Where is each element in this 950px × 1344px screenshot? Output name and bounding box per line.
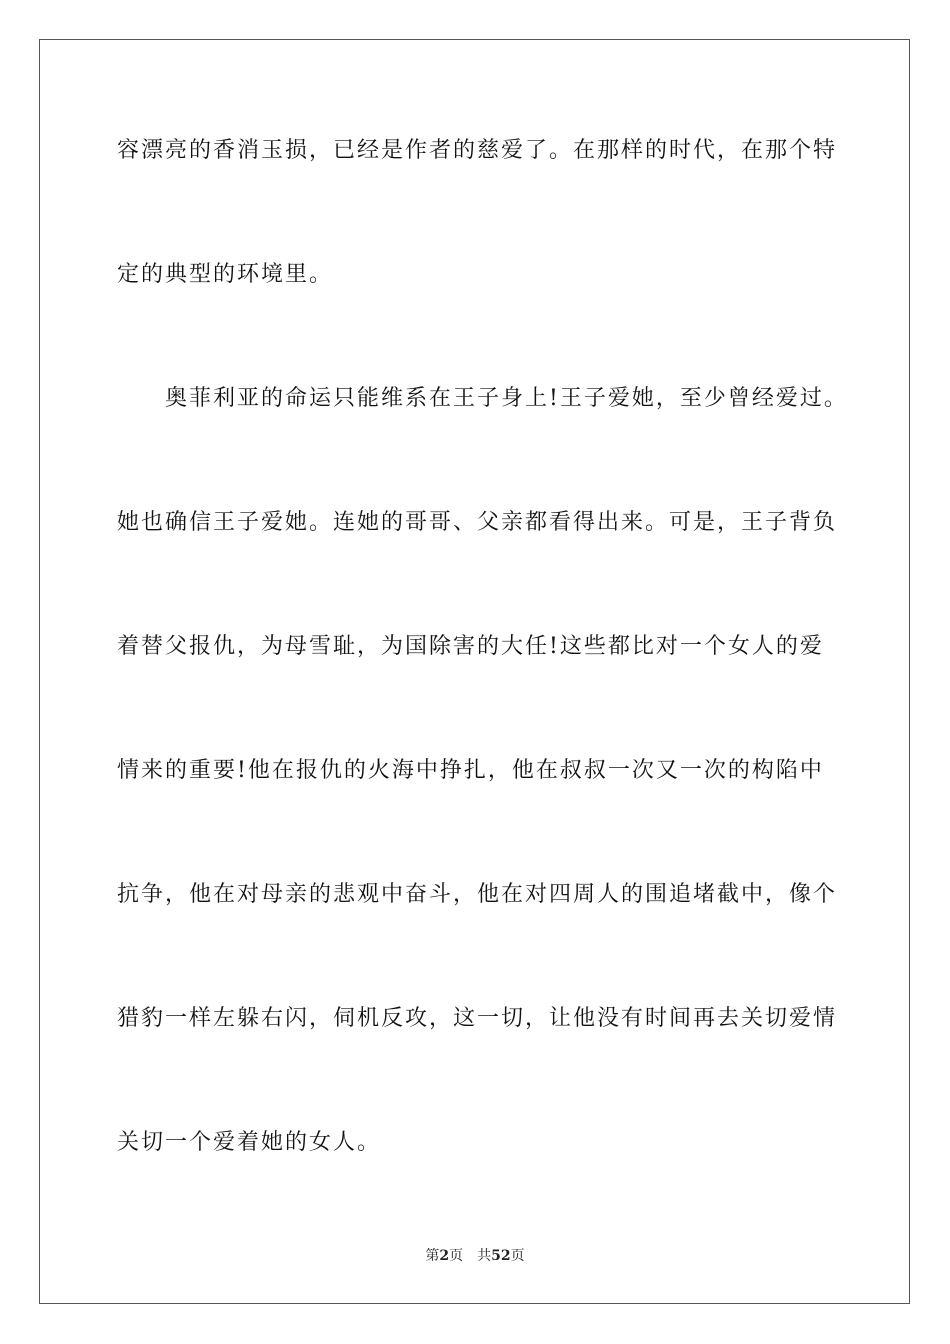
text-line-8: 猎豹一样左躲右闪，伺机反攻，这一切，让他没有时间再去关切爱情 [117, 1006, 838, 1031]
text-line-3: 奥菲利亚的命运只能维系在王子身上!王子爱她，至少曾经爱过。 [165, 386, 848, 411]
text-line-4: 她也确信王子爱她。连她的哥哥、父亲都看得出来。可是，王子背负 [117, 510, 838, 535]
page-prefix: 第 [425, 1248, 440, 1264]
total-prefix: 共 [477, 1248, 492, 1264]
page-suffix: 页 [449, 1248, 464, 1264]
text-line-9: 关切一个爱着她的女人。 [117, 1130, 382, 1155]
text-line-6: 情来的重要!他在报仇的火海中挣扎，他在叔叔一次又一次的构陷中 [117, 758, 824, 783]
page-border [39, 39, 910, 1304]
text-line-5: 着替父报仇，为母雪耻，为国除害的大任!这些都比对一个女人的爱 [117, 634, 824, 659]
total-suffix: 页 [510, 1248, 525, 1264]
text-line-1: 容漂亮的香消玉损，已经是作者的慈爱了。在那样的时代，在那个特 [117, 138, 838, 163]
total-pages: 52 [491, 1248, 511, 1264]
page-footer [0, 1247, 950, 1265]
text-line-2: 定的典型的环境里。 [117, 262, 334, 287]
text-line-7: 抗争，他在对母亲的悲观中奋斗，他在对四周人的围追堵截中，像个 [117, 882, 838, 907]
page-number: 2 [439, 1248, 450, 1264]
